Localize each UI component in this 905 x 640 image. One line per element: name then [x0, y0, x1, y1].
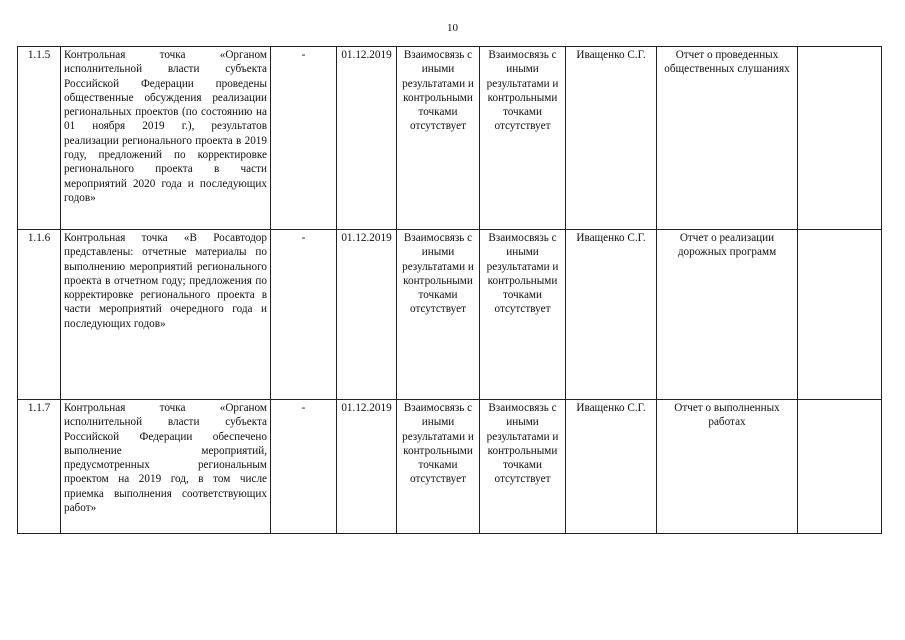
control-point-description: Контрольная точка «Органом исполнительной власти субъекта Российской Федерации проведены общественные обсуждения реализации региональных проектов (по состоянию на 01 ноября 2019 г.), результатов реализации регионального проекта в 2019 году, предложений по корректировке регионального проекта в части мероприятий 2020 года и последующих годов» [61, 47, 271, 230]
previous-point: - [271, 47, 337, 230]
row-number: 1.1.7 [18, 400, 61, 534]
empty-cell [798, 47, 882, 230]
control-points-table [17, 46, 882, 534]
deadline-date: 01.12.2019 [337, 47, 397, 230]
previous-point: - [271, 230, 337, 400]
relation-results: Взаимосвязь с иными результатами и контрольными точками отсутствует [397, 230, 480, 400]
deadline-date: 01.12.2019 [337, 230, 397, 400]
deadline-date: 01.12.2019 [337, 400, 397, 534]
table-row [18, 47, 882, 230]
responsible-person: Иващенко С.Г. [566, 230, 657, 400]
page-number: 10 [447, 22, 458, 34]
relation-points: Взаимосвязь с иными результатами и контрольными точками отсутствует [480, 400, 566, 534]
control-point-description: Контрольная точка «Органом исполнительной власти субъекта Российской Федерации обеспечено выполнение мероприятий, предусмотренных региональным проектом на 2019 год, в том числе приемка выполнения соответствующих работ» [61, 400, 271, 534]
empty-cell [798, 230, 882, 400]
table-row [18, 400, 882, 534]
relation-points: Взаимосвязь с иными результатами и контрольными точками отсутствует [480, 230, 566, 400]
report-document: Отчет о выполненных работах [657, 400, 798, 534]
row-number: 1.1.6 [18, 230, 61, 400]
empty-cell [798, 400, 882, 534]
previous-point: - [271, 400, 337, 534]
table-row [18, 230, 882, 400]
report-document: Отчет о проведенных общественных слушаниях [657, 47, 798, 230]
relation-results: Взаимосвязь с иными результатами и контрольными точками отсутствует [397, 47, 480, 230]
row-number: 1.1.5 [18, 47, 61, 230]
relation-results: Взаимосвязь с иными результатами и контрольными точками отсутствует [397, 400, 480, 534]
relation-points: Взаимосвязь с иными результатами и контрольными точками отсутствует [480, 47, 566, 230]
responsible-person: Иващенко С.Г. [566, 400, 657, 534]
responsible-person: Иващенко С.Г. [566, 47, 657, 230]
report-document: Отчет о реализации дорожных программ [657, 230, 798, 400]
control-point-description: Контрольная точка «В Росавтодор представлены: отчетные материалы по выполнению мероприятий регионального проекта в отчетном году; предложения по корректировке регионального проекта в части мероприятий очередного года и последующих годов» [61, 230, 271, 400]
